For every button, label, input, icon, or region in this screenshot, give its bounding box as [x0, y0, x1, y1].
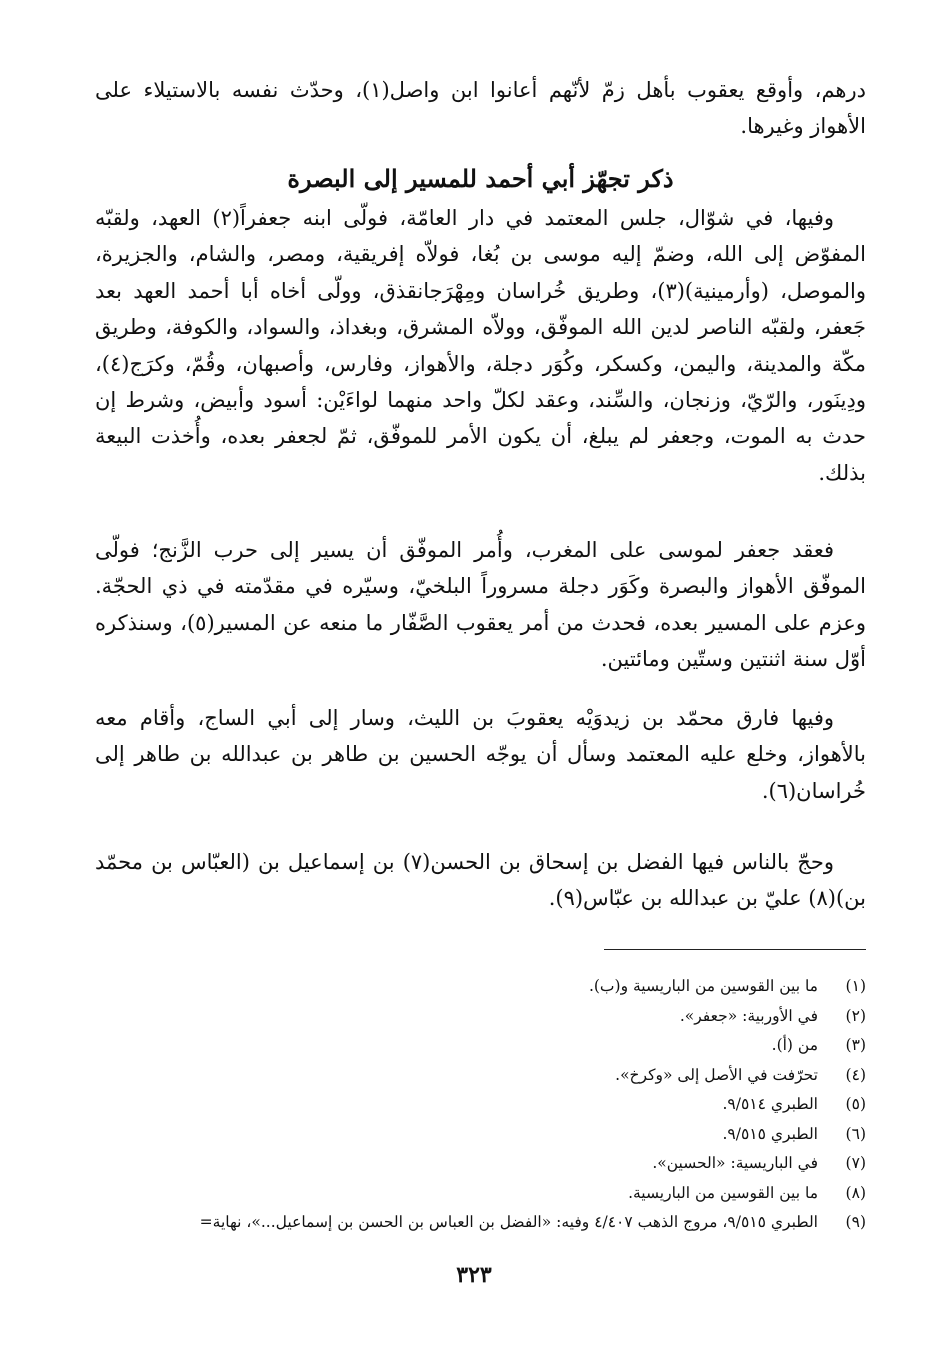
footnotes-list [95, 972, 866, 1238]
paragraph-command [95, 532, 866, 678]
paragraph-continued [95, 72, 866, 145]
footnote-number: (٣) [845, 1036, 866, 1054]
footnote-number: (٦) [845, 1124, 866, 1143]
paragraph-text: وفيها، في شوّال، جلس المعتمد في دار العامّة، فولّى ابنه جعفراً(٢) العهد، ولقبّه المفوّض إلى الله، وضمّ إليه موسى بن بُغا، فولاّه إفريقية، ومصر، والشام، والجزيرة، والموصل، (وأرمينية)(٣)، وطريق خُراسان ومِهْرَجانقذق، وولّى أخاه أبا أحمد العهد بعد جَعفر، ولقبّه الناصر لدين الله الموفّق، وولاّه المشرق، وبغداذ، والسواد، والكوفة، وطريق مكّة والمدينة، واليمن، وكسكر، وكُوَر دجلة، والأهواز، وفارس، وأصبهان، وقُمّ، وكرَج(٤)، ودِينَور، والرّيّ، وزنجان، والسِّند، وعقد لكلّ واحد منهما لواءَيْن: أسود وأبيض، وشرط إن حدث به الموت، وجعفر لم يبلغ، أن يكون الأمر للموفّق، ثمّ لجعفر بعده، وأُخذت البيعة بذلك. [95, 206, 866, 485]
footnote-item [95, 1149, 866, 1179]
paragraph-appointment [95, 200, 866, 491]
footnote-item [95, 972, 866, 1002]
footnote-item [95, 1120, 866, 1150]
paragraph-departure [95, 700, 866, 809]
footnote-number: (٨) [845, 1183, 866, 1202]
footnote-separator [604, 949, 866, 950]
footnote-text: الطبري ٩/٥١٤. [722, 1095, 818, 1113]
footnote-item [95, 1002, 866, 1032]
footnote-item [95, 1090, 866, 1120]
footnote-text: الطبري ٩/٥١٥. [722, 1124, 818, 1143]
footnote-text: في الباريسية: «الحسين». [652, 1154, 818, 1172]
paragraph-pilgrimage [95, 844, 866, 917]
footnote-text: في الأوربية: «جعفر». [679, 1006, 818, 1025]
footnote-number: (٥) [845, 1095, 866, 1113]
footnote-number: (١) [845, 977, 866, 995]
footnote-number: (٧) [845, 1154, 866, 1172]
page-number: ٣٢٣ [456, 1262, 492, 1288]
footnote-number: (٤) [845, 1065, 866, 1084]
footnote-item [95, 1179, 866, 1209]
paragraph-text: فعقد جعفر لموسى على المغرب، وأُمر الموفّق أن يسير إلى حرب الزَّنج؛ فولّى الموفّق الأهواز والبصرة وكَوَر دجلة مسروراً البلخيّ، وسيّره في مقدّمته في ذي الحجّة. وعزم على المسير بعده، فحدث من أمر يعقوب الصَّفّار ما منعه عن المسير(٥)، وسنذكره أوّل سنة اثنتين وستّين ومائتين. [95, 538, 866, 672]
footnote-text: ما بين القوسين من الباريسية و(ب). [588, 977, 818, 995]
paragraph-text: وحجّ بالناس فيها الفضل بن إسحاق بن الحسن(٧) بن إسماعيل بن (العبّاس بن محمّد بن)(٨) عليّ بن عبدالله بن عبّاس(٩). [95, 850, 866, 911]
footnote-text: ما بين القوسين من الباريسية. [628, 1183, 818, 1202]
section-heading: ذكر تجهّز أبي أحمد للمسير إلى البصرة [287, 164, 674, 193]
paragraph-text: درهم، وأوقع يعقوب بأهل زمّ لأنّهم أعانوا ابن واصل(١)، وحدّث نفسه بالاستيلاء على الأهواز وغيرها. [95, 78, 866, 139]
footnote-item [95, 1061, 866, 1091]
footnote-item [95, 1031, 866, 1061]
footnote-text: الطبري ٩/٥١٥، مروج الذهب ٤/٤٠٧ وفيه: «الفضل بن العباس بن الحسن بن إسماعيل...»، نهاية= [199, 1213, 818, 1231]
footnote-number: (٢) [845, 1006, 866, 1025]
footnote-text: من (أ). [771, 1036, 818, 1054]
paragraph-text: وفيها فارق محمّد بن زيدوَيْه يعقوبَ بن الليث، وسار إلى أبي الساج، وأقام معه بالأهواز، وخلع عليه المعتمد وسأل أن يوجّه الحسين بن طاهر بن عبدالله بن طاهر إلى خُراسان(٦). [95, 706, 866, 803]
footnote-number: (٩) [845, 1213, 866, 1231]
footnote-text: تحرّفت في الأصل إلى «وكرخ». [615, 1065, 818, 1084]
footnote-item [95, 1208, 866, 1238]
